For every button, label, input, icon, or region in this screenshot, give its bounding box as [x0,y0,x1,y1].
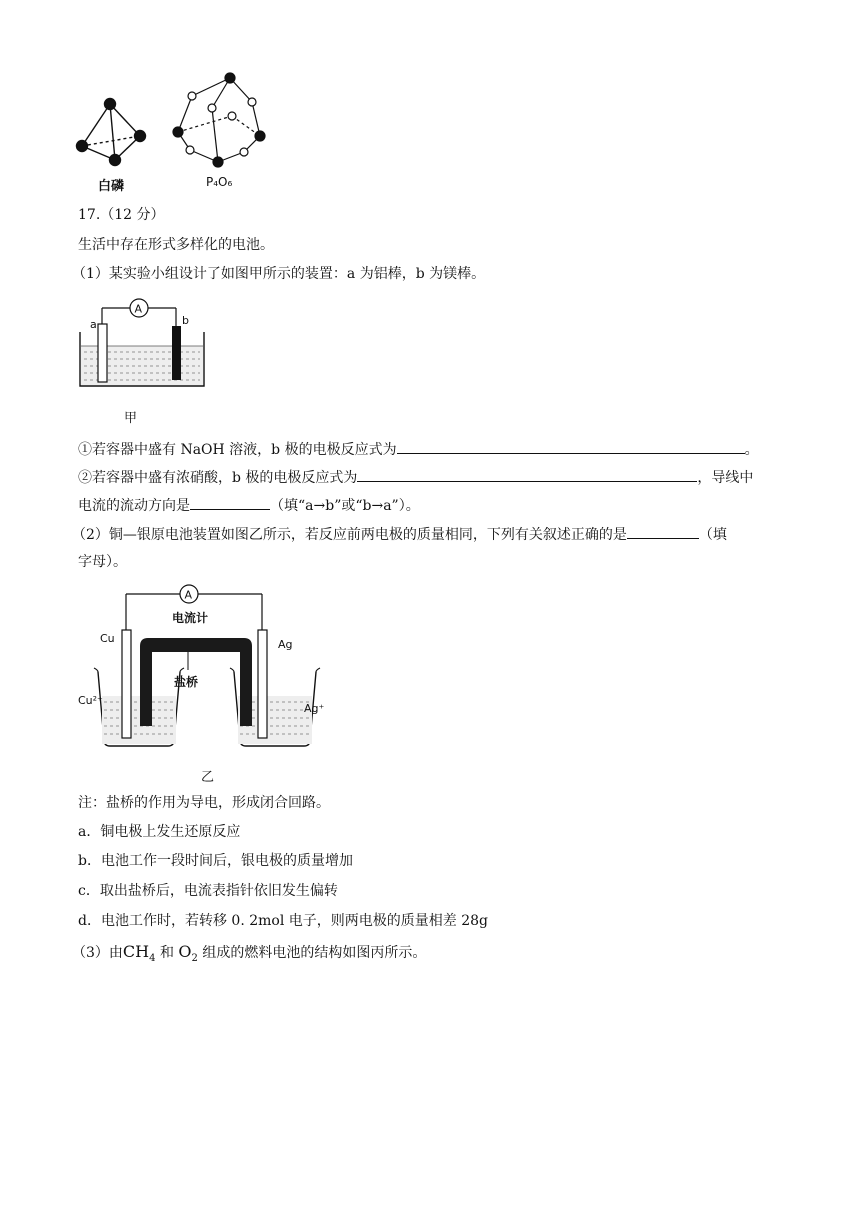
white-phosphorus-structure [77,99,146,166]
question-intro: 生活中存在形式多样化的电池。 [78,237,274,253]
svg-text:A: A [134,302,143,316]
figure-yi-caption: 乙 [201,770,215,785]
meter-label: 电流计 [172,611,209,625]
part2-line2: 字母）。 [78,554,127,570]
magnesium-rod [172,326,181,380]
q1-2b: 电流的流动方向是 （填“a→b”或“b→a”）。 [78,495,420,516]
svg-text:Cu: Cu [100,632,115,645]
white-phosphorus-label: 白磷 [98,179,125,194]
figure-jia [76,294,211,394]
part1-text: （1）某实验小组设计了如图甲所示的装置：a 为铝棒，b 为镁棒。 [72,266,486,282]
copper-electrode [122,630,131,738]
svg-text:Ag: Ag [278,638,293,651]
salt-bridge-label: 盐桥 [174,675,199,689]
figure-jia-caption: 甲 [124,411,138,426]
svg-text:Ag⁺: Ag⁺ [304,702,325,715]
figure-yi [76,580,326,755]
answer-blank-2[interactable] [357,467,697,482]
p4o6-label: P₄O₆ [206,175,233,189]
svg-text:a: a [90,318,97,331]
answer-blank-1[interactable] [397,439,745,454]
molecule-figure [72,68,272,196]
p4o6-structure [173,73,265,167]
part3-text: （3）由$CH_4$ 和 $O_2$ 组成的燃料电池的结构如图丙所示。 [72,942,427,964]
option-b: b．电池工作一段时间后，银电极的质量增加 [78,853,353,869]
svg-text:Cu²⁺: Cu²⁺ [78,694,103,707]
answer-blank-3[interactable] [190,495,270,510]
aluminum-rod [98,324,107,382]
note: 注：盐桥的作用为导电，形成闭合回路。 [78,795,330,811]
silver-electrode [258,630,267,738]
svg-text:b: b [182,314,189,327]
option-d: d．电池工作时，若转移 0. 2mol 电子，则两电极的质量相差 28g [78,913,488,929]
answer-blank-4[interactable] [627,524,699,539]
option-c: c．取出盐桥后，电流表指针依旧发生偏转 [78,883,338,899]
part2-line1: （2）铜—银原电池装置如图乙所示，若反应前两电极的质量相同，下列有关叙述正确的是 （填 [72,524,727,545]
svg-text:A: A [184,588,193,602]
option-a: a．铜电极上发生还原反应 [78,824,241,840]
q1-2: ②若容器中盛有浓硝酸，b 极的电极反应式为 ，导线中 [78,467,753,488]
q1-1: ①若容器中盛有 NaOH 溶液，b 极的电极反应式为 。 [78,439,759,460]
question-header: 17.（12 分） [78,207,165,223]
